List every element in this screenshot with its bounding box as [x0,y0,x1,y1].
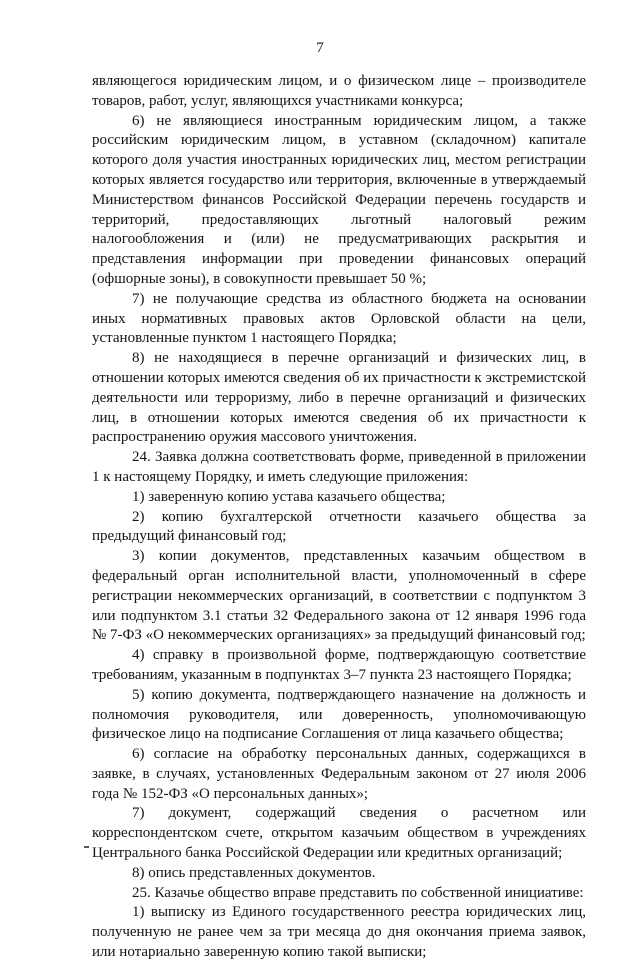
paragraph-attachment-7: 7) документ, содержащий сведения о расчетном или корреспондентском счете, открытом казачьим обществом в учреждениях Центрального банка Российской Федерации или кредитных организаций; [92,805,586,862]
paragraph-attachment-5: 5) копию документа, подтверждающего назначение на должность и полномочия руководителя, или доверенность, уполномочивающую физическое лицо на подписание Соглашения от лица казачьего общества; [92,686,586,743]
paragraph-attachment-2: 2) копию бухгалтерской отчетности казачьего общества за предыдущий финансовый год; [92,508,586,545]
paragraph-attachment-3: 3) копии документов, представленных казачьим обществом в федеральный орган исполнительной власти, уполномоченный в сфере регистрации некоммерческих организаций, в соответствии с подпунктом 3 или подпунктом 3.1 статьи 32 Федерального закона от 12 января 1996 года № 7-ФЗ «О некоммерческих организациях» за предыдущий финансовый год; [92,548,586,644]
paragraph-attachment-8: 8) опись представленных документов. [132,864,376,881]
paragraph-item-8: 8) не находящиеся в перечне организаций и физических лиц, в отношении которых имеются сведения об их причастности к экстремистской деятельности или терроризму, либо в перечне организаций и физических лиц, в отношении которых имеются сведения об их причастности к распространению оружия массового уничтожения. [92,350,586,446]
paragraph-clause-24: 24. Заявка должна соответствовать форме, приведенной в приложении 1 к настоящему Порядку, и иметь следующие приложения: [92,449,586,485]
paragraph-attachment-1: 1) заверенную копию устава казачьего общества; [132,488,446,505]
paragraph-attachment-4: 4) справку в произвольной форме, подтверждающую соответствие требованиям, указанным в подпунктах 3–7 пункта 23 настоящего Порядка; [92,647,586,683]
document-body [92,72,586,963]
paragraph-attachment-6: 6) согласие на обработку персональных данных, содержащихся в заявке, в случаях, установленных Федеральным законом от 27 июля 2006 года № 152-ФЗ «О персональных данных»; [92,746,586,802]
paragraph-item-7: 7) не получающие средства из областного бюджета на основании иных нормативных правовых актов Орловской области на цели, установленные пунктом 1 настоящего Порядка; [92,290,586,347]
paragraph-item-6: 6) не являющиеся иностранным юридическим лицом, а также российским юридическим лицом, в уставном (складочном) капитале которого доля участия иностранных юридических лиц, местом регистрации которых является государство или территория, включенные в утверждаемый Министерством финансов Российской Федерации перечень государств и территорий, предоставляющих льготный налоговый режим налогообложения и (или) не предусматривающих раскрытия и представления информации при проведении финансовых операций (офшорные зоны), в совокупности превышает 50 %; [92,112,586,287]
paragraph-clause-25: 25. Казачье общество вправе представить по собственной инициативе: [132,884,584,901]
paragraph-continuation: являющегося юридическим лицом, и о физическом лице – производителе товаров, работ, услуг, являющихся участниками конкурса; [92,73,586,109]
page-number: 7 [316,40,324,56]
paragraph-optional-1: 1) выписку из Единого государственного реестра юридических лиц, полученную не ранее чем за три месяца до дня окончания приема заявок, или нотариально заверенную копию такой выписки; [92,904,586,961]
scan-mark [84,846,89,848]
